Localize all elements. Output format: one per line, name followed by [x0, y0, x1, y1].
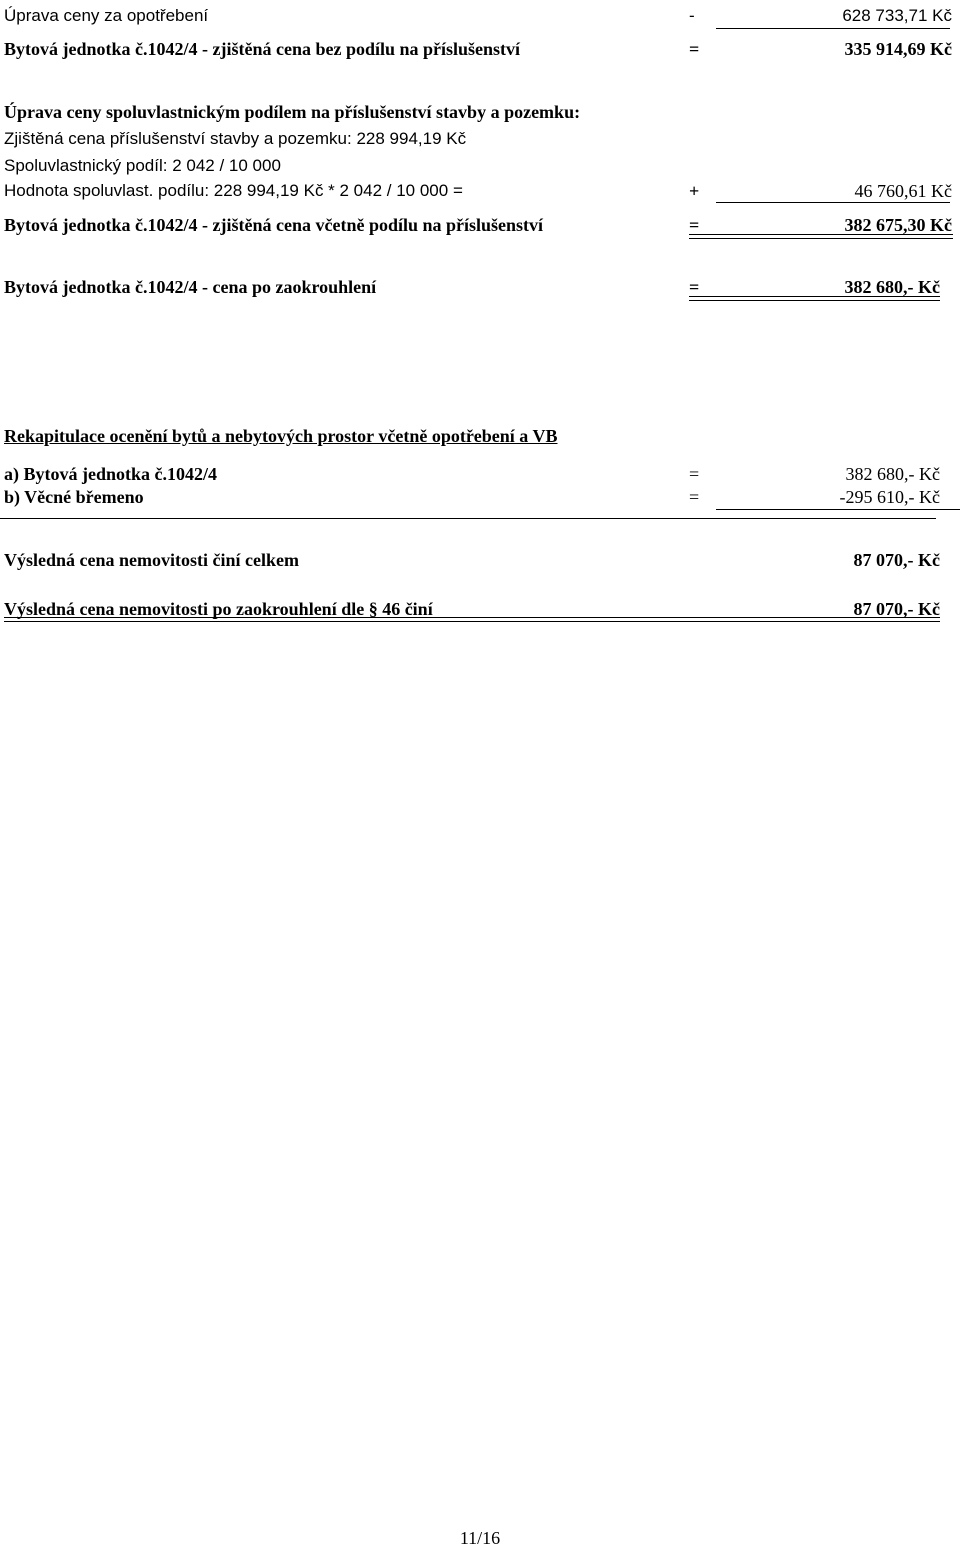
recap-item-operator: = — [689, 464, 700, 484]
recap-heading: Rekapitulace ocenění bytů a nebytových prostor včetně opotřebení a VB — [4, 426, 558, 446]
rounded-total-label: Výsledná cena nemovitosti po zaokrouhlení dle § 46 činí — [4, 599, 433, 619]
recap-item-value: -295 610,- Kč — [839, 487, 940, 507]
row-label: Hodnota spoluvlast. podílu: 228 994,19 Kč * 2 042 / 10 000 = — [4, 181, 463, 200]
row-wear-adjustment — [0, 5, 960, 29]
page-number: 11/16 — [459, 1528, 501, 1548]
row-share-value — [0, 180, 960, 204]
row-accessory-price — [0, 128, 960, 152]
double-underline — [689, 296, 940, 301]
row-operator: + — [689, 181, 700, 201]
row-value: 628 733,71 Kč — [842, 6, 952, 25]
recap-item-label: b) Věcné břemeno — [4, 487, 144, 507]
row-value: 335 914,69 Kč — [844, 39, 952, 59]
section-heading: Úprava ceny spoluvlastnickým podílem na příslušenství stavby a pozemku: — [4, 102, 581, 122]
recap-item-operator: = — [689, 487, 700, 507]
double-underline — [4, 617, 940, 622]
row-price-without-share — [0, 38, 960, 62]
row-operator: = — [689, 215, 700, 235]
recap-item-label: a) Bytová jednotka č.1042/4 — [4, 464, 217, 484]
recap-item-value: 382 680,- Kč — [845, 464, 940, 484]
row-label: Bytová jednotka č.1042/4 - cena po zaokrouhlení — [4, 277, 377, 297]
recap-item — [0, 463, 960, 487]
recap-item — [0, 486, 960, 510]
row-operator: = — [689, 39, 700, 59]
total-label: Výsledná cena nemovitosti činí celkem — [4, 550, 299, 570]
recap-divider — [0, 518, 936, 519]
row-coownership-share — [0, 155, 960, 179]
row-value: 382 680,- Kč — [844, 277, 940, 297]
recap-heading-row — [0, 425, 960, 449]
row-label: Úprava ceny za opotřebení — [4, 6, 209, 25]
row-operator: - — [689, 6, 695, 25]
row-operator: = — [689, 277, 700, 297]
total-value: 87 070,- Kč — [853, 550, 940, 570]
row-label: Bytová jednotka č.1042/4 - zjištěná cena včetně podílu na příslušenství — [4, 215, 544, 235]
row-label: Spoluvlastnický podíl: 2 042 / 10 000 — [4, 156, 281, 175]
rounded-total-value: 87 070,- Kč — [853, 599, 940, 619]
row-label: Bytová jednotka č.1042/4 - zjištěná cena bez podílu na příslušenství — [4, 39, 521, 59]
row-value: 382 675,30 Kč — [844, 215, 952, 235]
total-row — [0, 549, 960, 573]
separator-line — [716, 509, 960, 510]
row-label: Zjištěná cena příslušenství stavby a pozemku: 228 994,19 Kč — [4, 129, 467, 148]
separator-line — [716, 28, 950, 29]
section-heading-coownership — [0, 101, 960, 125]
separator-line — [716, 202, 950, 203]
double-underline — [689, 234, 953, 239]
row-value: 46 760,61 Kč — [854, 181, 952, 201]
